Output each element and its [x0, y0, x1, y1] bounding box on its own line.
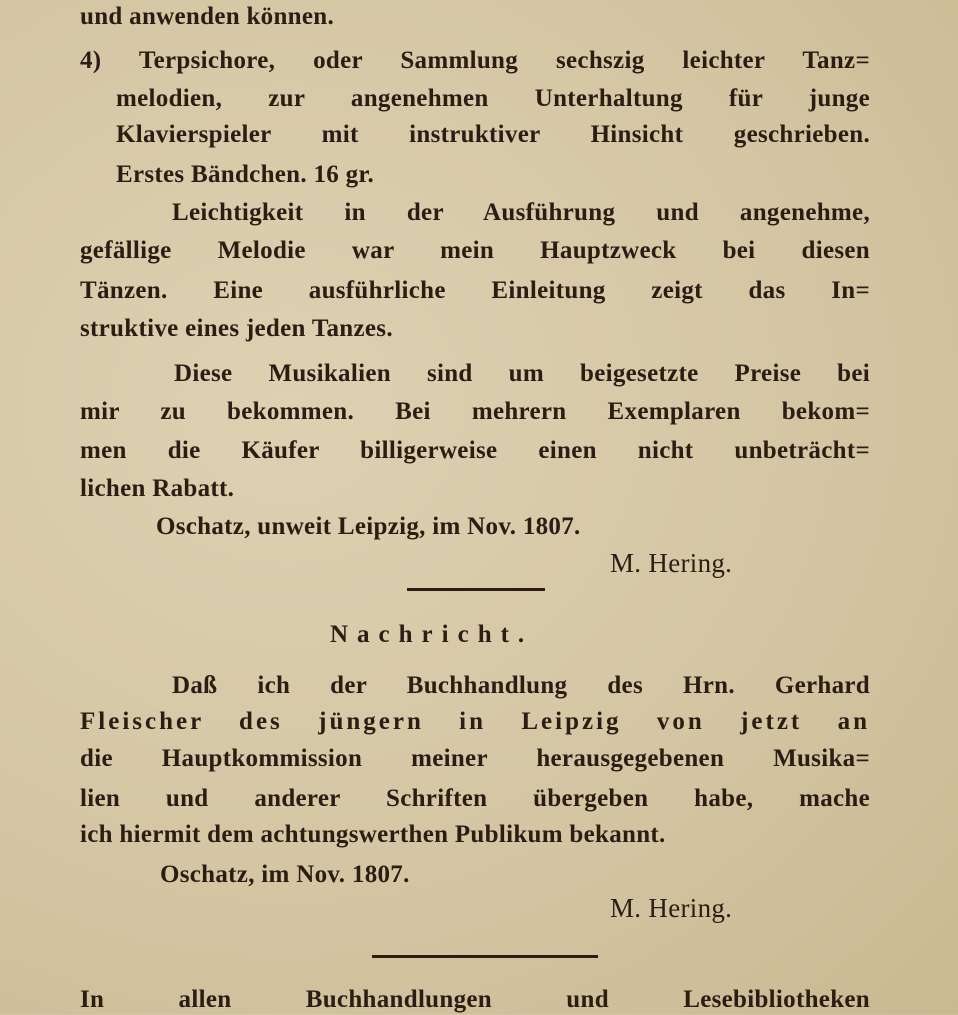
text-line: ich hiermit dem achtungswerthen Publikum bekannt. [80, 821, 666, 848]
text-line: mir zu bekommen. Bei mehrern Exemplaren bekom= [80, 398, 870, 425]
divider [407, 588, 545, 591]
text-line: men die Käufer billigerweise einen nicht unbeträcht= [80, 437, 870, 464]
signature: M. Hering. [610, 548, 733, 578]
text-line: Diese Musikalien sind um beigesetzte Preise bei [174, 360, 870, 387]
text-line: Fleischer des jüngern in Leipzig von jetzt an [80, 708, 870, 735]
text-line: Daß ich der Buchhandlung des Hrn. Gerhard [172, 672, 870, 699]
section-heading: Nachricht. [330, 621, 534, 648]
text-line: melodien, zur angenehmen Unterhaltung für junge [116, 85, 870, 112]
text-line: In allen Buchhandlungen und Lesebibliotheken [80, 986, 870, 1013]
divider [372, 955, 598, 958]
text-line: lien und anderer Schriften übergeben habe, mache [80, 785, 870, 812]
signature: M. Hering. [610, 893, 733, 923]
text-line: Leichtigkeit in der Ausführung und angenehme, [172, 199, 870, 226]
dateline: Oschatz, unweit Leipzig, im Nov. 1807. [156, 513, 581, 540]
text-line: die Hauptkommission meiner herausgegebenen Musika= [80, 745, 870, 772]
text-line: lichen Rabatt. [80, 475, 235, 502]
text-line: Tänzen. Eine ausführliche Einleitung zeigt das In= [80, 277, 870, 304]
text-line: struktive eines jeden Tanzes. [80, 315, 393, 342]
dateline: Oschatz, im Nov. 1807. [160, 861, 410, 888]
text-line: gefällige Melodie war mein Hauptzweck bei diesen [80, 237, 870, 264]
text-line: und anwenden können. [80, 3, 335, 30]
text-line: Klavierspieler mit instruktiver Hinsicht geschrieben. [116, 121, 870, 148]
text-line: Erstes Bändchen. 16 gr. [116, 161, 375, 188]
text-line: 4) Terpsichore, oder Sammlung sechszig leichter Tanz= [80, 47, 870, 74]
